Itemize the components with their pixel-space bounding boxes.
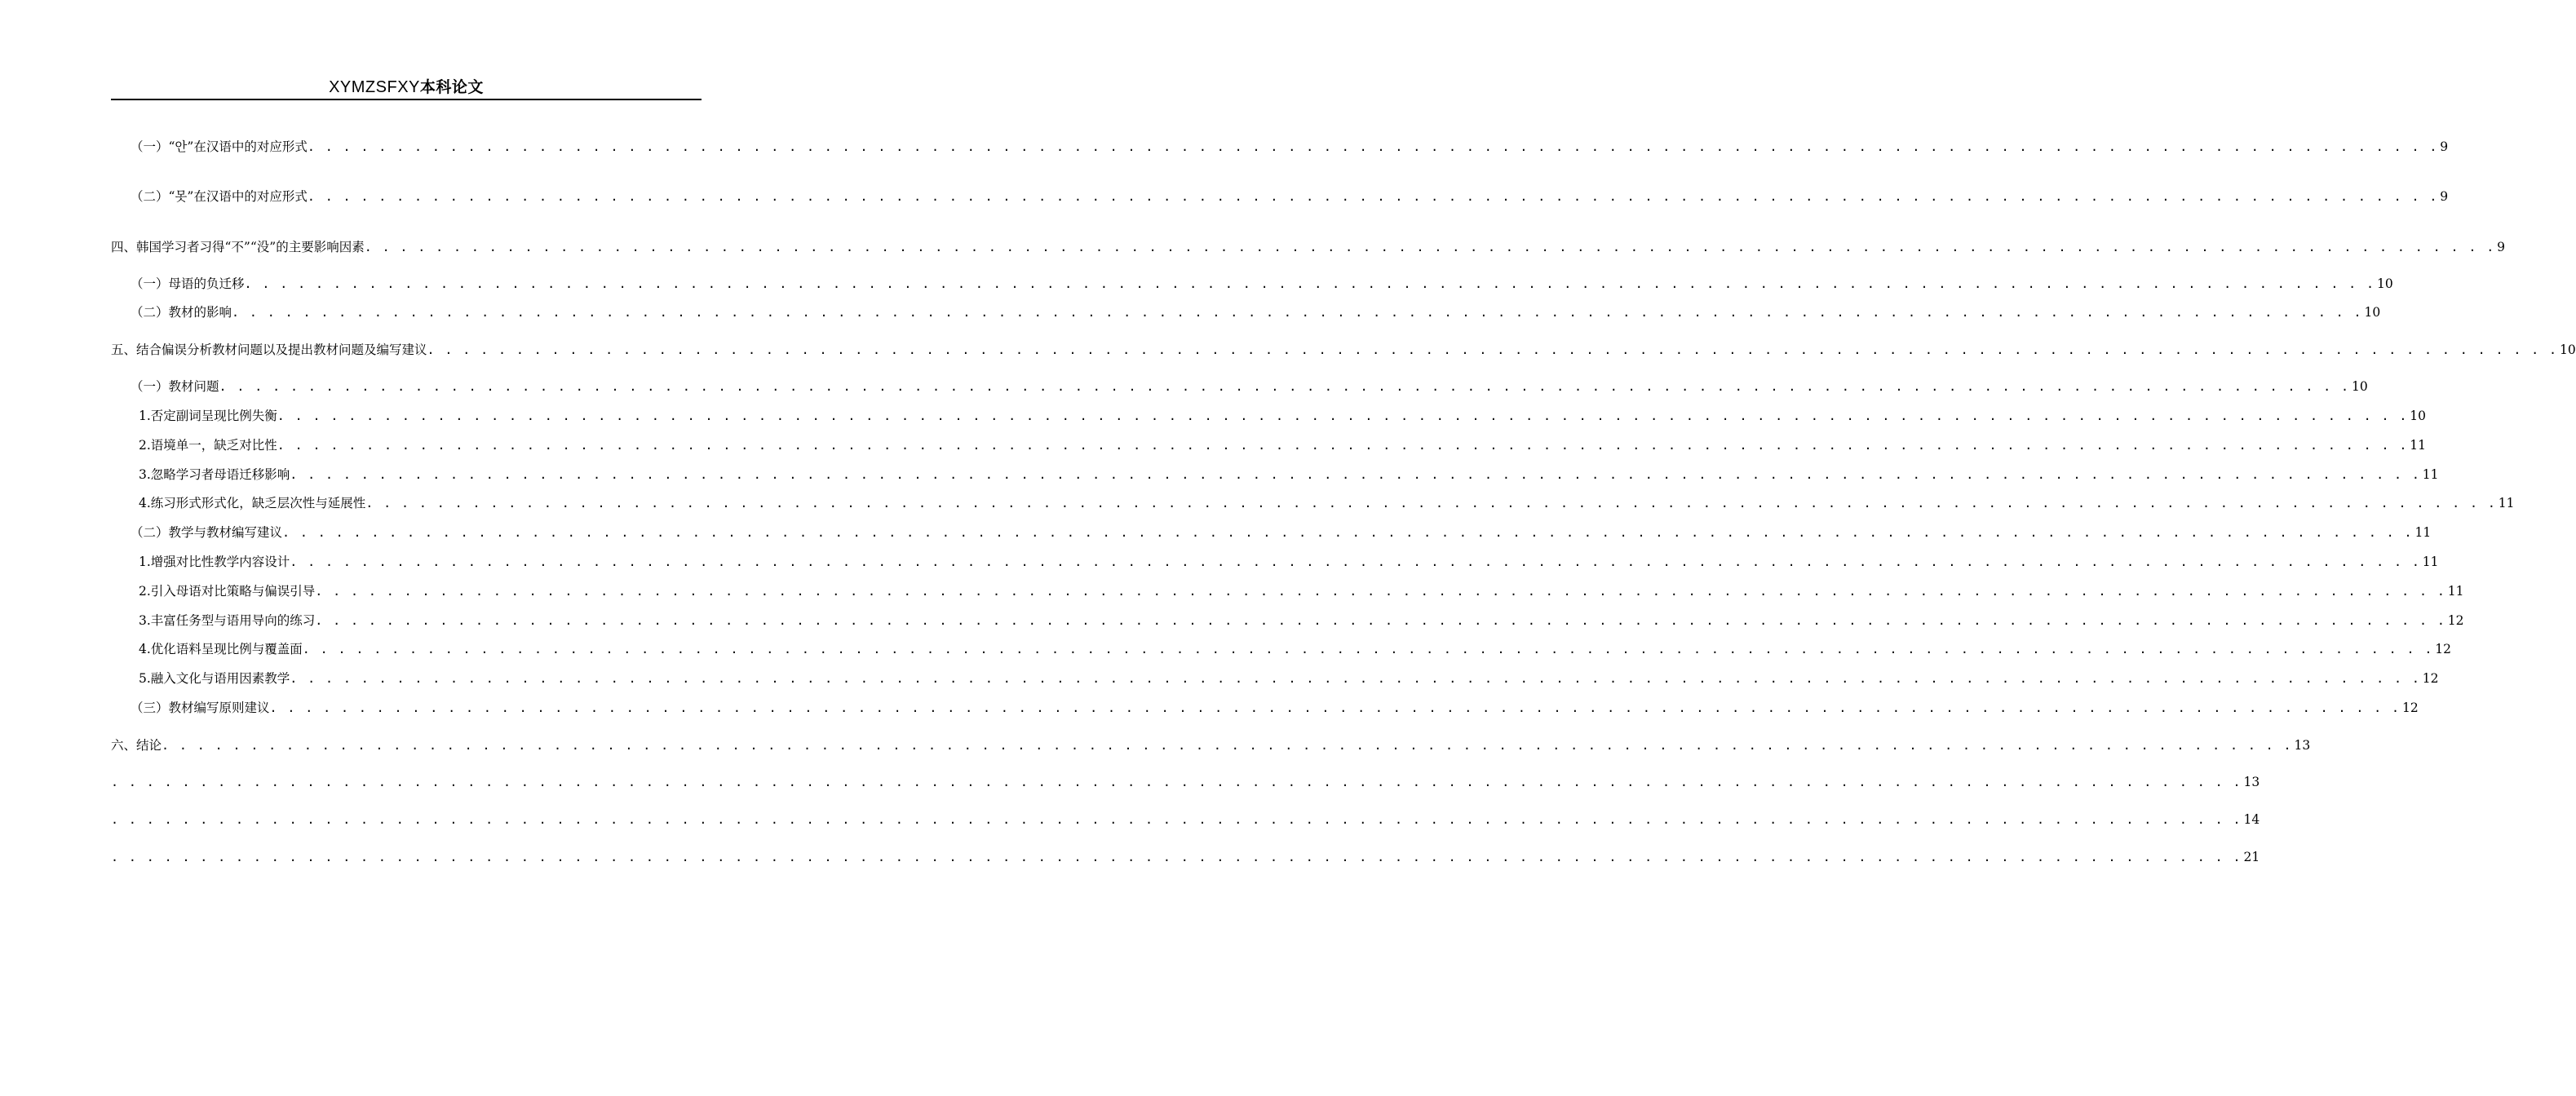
toc-entry-title: （二）“못”在汉语中的对应形式 (131, 189, 308, 204)
toc-entry-page: 9 (2497, 240, 2506, 254)
toc-entry[interactable] (139, 408, 2426, 424)
toc-entry[interactable] (111, 737, 2311, 754)
toc-entry[interactable] (111, 342, 2576, 358)
toc-entry[interactable] (139, 641, 2451, 657)
toc-entry-title: （三）教材编写原则建议 (131, 700, 270, 715)
toc-entry-title: （一）母语的负迁移 (131, 276, 245, 291)
toc-entry-page: 11 (2422, 467, 2439, 482)
toc-entry-title: 3.丰富任务型与语用导向的练习 (139, 613, 316, 628)
toc-entry[interactable] (139, 612, 2464, 629)
toc-entry-page: 9 (2440, 139, 2449, 154)
toc-entry[interactable] (131, 700, 2419, 716)
toc-leader-dots: . . . . . . . . . . . . . . . . . . . . . . . . . . . . . . . . . . . . . . . . . . . . . . . . . . . . . . . . . . . . . . . . . . . . . . . . . . . . . . . . . . . . . . . . . . . . . . . . . . . . . . . . . . . . . . . . . . . . . . . . (111, 775, 2242, 789)
toc-entry[interactable] (131, 139, 2449, 155)
toc-leader-dots: . . . . . . . . . . . . . . . . . . . . . . . . . . . . . . . . . . . . . . . . . . . . . . . . . . . . . . . . . . . . . . . . . . . . . . . . . . . . . . . . . . . . . . . . . . . . . . . . . . . . . . . . . . . . . . . . . . . . . . . . (364, 240, 2496, 254)
header-rule (111, 99, 702, 100)
toc-leader-dots: . . . . . . . . . . . . . . . . . . . . . . . . . . . . . . . . . . . . . . . . . . . . . . . . . . . . . . . . . . . . . . . . . . . . . . . . . . . . . . . . . . . . . . . . . . . . . . . . . . . . . . . . . . . . . . . . . . . . . . . . (277, 438, 2409, 453)
toc-leader-dots: . . . . . . . . . . . . . . . . . . . . . . . . . . . . . . . . . . . . . . . . . . . . . . . . . . . . . . . . . . . . . . . . . . . . . . . . . . . . . . . . . . . . . . . . . . . . . . . . . . . . . . . . . . . . . . . . . . . . . . . . (232, 305, 2363, 320)
toc-entry[interactable] (139, 554, 2439, 570)
toc-entry-title: 5.融入文化与语用因素教学 (139, 671, 290, 686)
toc-entry-title: 1.增强对比性教学内容设计 (139, 555, 290, 569)
toc-leader-dots: . . . . . . . . . . . . . . . . . . . . . . . . . . . . . . . . . . . . . . . . . . . . . . . . . . . . . . . . . . . . . . . . . . . . . . . . . . . . . . . . . . . . . . . . . . . . . . . . . . . . . . . . . . . . . . . . . . . . . . . . (290, 671, 2421, 686)
toc-entry-title: （二）教材的影响 (131, 305, 232, 320)
toc-leader-dots: . . . . . . . . . . . . . . . . . . . . . . . . . . . . . . . . . . . . . . . . . . . . . . . . . . . . . . . . . . . . . . . . . . . . . . . . . . . . . . . . . . . . . . . . . . . . . . . . . . . . . . . . . . . . . . . . . . . . . . . . (111, 812, 2242, 827)
toc-entry[interactable] (131, 188, 2449, 205)
toc-entry-page: 11 (2447, 584, 2464, 599)
header-right-text: 本科论文 (419, 78, 484, 96)
toc-leader-dots: . . . . . . . . . . . . . . . . . . . . . . . . . . . . . . . . . . . . . . . . . . . . . . . . . . . . . . . . . . . . . . . . . . . . . . . . . . . . . . . . . . . . . . . . . . . . . . . . . . . . . . . . . . . . . . . . . . . . . . . . (307, 189, 2439, 204)
page-header (111, 75, 702, 99)
toc-leader-dots: . . . . . . . . . . . . . . . . . . . . . . . . . . . . . . . . . . . . . . . . . . . . . . . . . . . . . . . . . . . . . . . . . . . . . . . . . . . . . . . . . . . . . . . . . . . . . . . . . . . . . . . . . . . . . . . . . . . . . . . . (307, 139, 2439, 154)
toc-entry-page: 10 (2376, 276, 2393, 291)
toc-leader-dots: . . . . . . . . . . . . . . . . . . . . . . . . . . . . . . . . . . . . . . . . . . . . . . . . . . . . . . . . . . . . . . . . . . . . . . . . . . . . . . . . . . . . . . . . . . . . . . . . . . . . . . . . . . . . . . . . . . . . . . . . (244, 276, 2375, 291)
toc-entry[interactable] (139, 466, 2439, 483)
toc-leader-dots: . . . . . . . . . . . . . . . . . . . . . . . . . . . . . . . . . . . . . . . . . . . . . . . . . . . . . . . . . . . . . . . . . . . . . . . . . . . . . . . . . . . . . . . . . . . . . . . . . . . . . . . . . . . . . . . . . . . . . . . . (282, 525, 2414, 540)
toc-entry-page: 9 (2440, 189, 2449, 204)
toc-entry-title: 六、结论 (111, 738, 162, 753)
toc-entry-page: 12 (2422, 671, 2439, 686)
header-left-text: XYMZSFXY (329, 78, 420, 96)
toc-entry[interactable] (131, 276, 2393, 292)
toc-entry[interactable] (111, 239, 2506, 255)
toc-entry-page: 10 (2410, 409, 2426, 423)
toc-entry-title: 3.忽略学习者母语迁移影响 (139, 467, 290, 482)
toc-entry-title: 2.语境单一，缺乏对比性 (139, 438, 277, 453)
toc-entry-page: 10 (2559, 342, 2576, 357)
toc-entry-title: 1.否定副词呈现比例失衡 (139, 409, 277, 423)
toc-entry-page: 13 (2294, 738, 2311, 753)
toc-entry[interactable] (139, 583, 2464, 599)
toc-leader-dots: . . . . . . . . . . . . . . . . . . . . . . . . . . . . . . . . . . . . . . . . . . . . . . . . . . . . . . . . . . . . . . . . . . . . . . . . . . . . . . . . . . . . . . . . . . . . . . . . . . . . . . . . . . . . . . . . . . . . . . . . (427, 342, 2558, 357)
toc-entry-page: 21 (2243, 850, 2260, 864)
toc-entry[interactable] (131, 524, 2432, 541)
toc-entry[interactable] (139, 670, 2439, 687)
toc-entry-page: 12 (2447, 613, 2464, 628)
toc-entry-title: 四、韩国学习者习得“不”“没”的主要影响因素 (111, 240, 365, 254)
toc-entry-title: 2.引入母语对比策略与偏误引导 (139, 584, 316, 599)
toc-entry-title: 五、结合偏误分析教材问题以及提出教材问题及编写建议 (111, 342, 427, 357)
toc-entry-title: 4.优化语料呈现比例与覆盖面 (139, 642, 303, 656)
toc-entry-page: 10 (2351, 379, 2368, 394)
toc-entry[interactable] (131, 304, 2381, 320)
toc-leader-dots: . . . . . . . . . . . . . . . . . . . . . . . . . . . . . . . . . . . . . . . . . . . . . . . . . . . . . . . . . . . . . . . . . . . . . . . . . . . . . . . . . . . . . . . . . . . . . . . . . . . . . . . . . . . . . . . . . . . . . . . . (111, 850, 2242, 864)
toc-leader-dots: . . . . . . . . . . . . . . . . . . . . . . . . . . . . . . . . . . . . . . . . . . . . . . . . . . . . . . . . . . . . . . . . . . . . . . . . . . . . . . . . . . . . . . . . . . . . . . . . . . . . . . . . . . . . . . . . . . . . . . . . (315, 584, 2446, 599)
toc-entry-title: （一）教材问题 (131, 379, 219, 394)
toc-entry-page: 13 (2243, 775, 2260, 789)
toc-leader-dots: . . . . . . . . . . . . . . . . . . . . . . . . . . . . . . . . . . . . . . . . . . . . . . . . . . . . . . . . . . . . . . . . . . . . . . . . . . . . . . . . . . . . . . . . . . . . . . . . . . . . . . . . . . . . . . . . . . . . . . . . (162, 738, 2293, 753)
toc-entry[interactable] (131, 378, 2368, 395)
toc-entry-title: （二）教学与教材编写建议 (131, 525, 283, 540)
toc-entry-page: 11 (2414, 525, 2432, 540)
toc-leader-dots: . . . . . . . . . . . . . . . . . . . . . . . . . . . . . . . . . . . . . . . . . . . . . . . . . . . . . . . . . . . . . . . . . . . . . . . . . . . . . . . . . . . . . . . . . . . . . . . . . . . . . . . . . . . . . . . . . . . . . . . . (269, 700, 2401, 715)
toc-entry-page: 11 (2498, 496, 2515, 510)
toc-entry[interactable] (139, 495, 2515, 511)
toc-leader-dots: . . . . . . . . . . . . . . . . . . . . . . . . . . . . . . . . . . . . . . . . . . . . . . . . . . . . . . . . . . . . . . . . . . . . . . . . . . . . . . . . . . . . . . . . . . . . . . . . . . . . . . . . . . . . . . . . . . . . . . . . (277, 409, 2409, 423)
toc-leader-dots: . . . . . . . . . . . . . . . . . . . . . . . . . . . . . . . . . . . . . . . . . . . . . . . . . . . . . . . . . . . . . . . . . . . . . . . . . . . . . . . . . . . . . . . . . . . . . . . . . . . . . . . . . . . . . . . . . . . . . . . . (219, 379, 2350, 394)
toc-entry-page: 12 (2401, 700, 2419, 715)
toc-entry[interactable] (111, 774, 2260, 790)
toc-entry-page: 11 (2422, 555, 2439, 569)
toc-entry-page: 12 (2435, 642, 2451, 656)
toc-entry[interactable] (139, 437, 2426, 453)
toc-entry-title: （一）“안”在汉语中的对应形式 (131, 139, 308, 154)
toc-leader-dots: . . . . . . . . . . . . . . . . . . . . . . . . . . . . . . . . . . . . . . . . . . . . . . . . . . . . . . . . . . . . . . . . . . . . . . . . . . . . . . . . . . . . . . . . . . . . . . . . . . . . . . . . . . . . . . . . . . . . . . . . (290, 467, 2421, 482)
toc-entry-title: 4.练习形式形式化，缺乏层次性与延展性 (139, 496, 366, 510)
toc-entry[interactable] (111, 849, 2260, 865)
toc-entry-page: 11 (2410, 438, 2426, 453)
toc-leader-dots: . . . . . . . . . . . . . . . . . . . . . . . . . . . . . . . . . . . . . . . . . . . . . . . . . . . . . . . . . . . . . . . . . . . . . . . . . . . . . . . . . . . . . . . . . . . . . . . . . . . . . . . . . . . . . . . . . . . . . . . . (302, 642, 2434, 656)
toc-entry-page: 14 (2243, 812, 2260, 827)
toc-leader-dots: . . . . . . . . . . . . . . . . . . . . . . . . . . . . . . . . . . . . . . . . . . . . . . . . . . . . . . . . . . . . . . . . . . . . . . . . . . . . . . . . . . . . . . . . . . . . . . . . . . . . . . . . . . . . . . . . . . . . . . . . (315, 613, 2446, 628)
toc-entry[interactable] (111, 811, 2260, 828)
toc-leader-dots: . . . . . . . . . . . . . . . . . . . . . . . . . . . . . . . . . . . . . . . . . . . . . . . . . . . . . . . . . . . . . . . . . . . . . . . . . . . . . . . . . . . . . . . . . . . . . . . . . . . . . . . . . . . . . . . . . . . . . . . . (365, 496, 2497, 510)
toc-leader-dots: . . . . . . . . . . . . . . . . . . . . . . . . . . . . . . . . . . . . . . . . . . . . . . . . . . . . . . . . . . . . . . . . . . . . . . . . . . . . . . . . . . . . . . . . . . . . . . . . . . . . . . . . . . . . . . . . . . . . . . . . (290, 555, 2421, 569)
toc-entry-page: 10 (2364, 305, 2381, 320)
